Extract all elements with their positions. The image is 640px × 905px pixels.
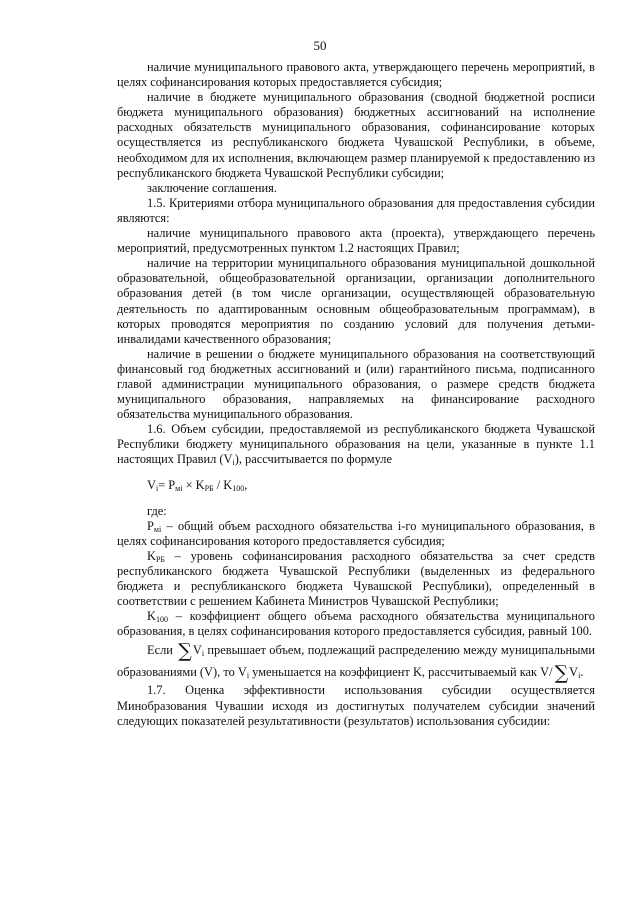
sum-symbol-ratio: ∑ [554,662,569,685]
paragraph-subsidy-volume: 1.6. Объем субсидии, предоставляемой из республиканского бюджета Чувашской Республики бюджету муниципального образования на цели, указанные в пункте 1.1 настоящих Правил $(V_i)$, рассчитывается по формуле [117,422,595,468]
definition-krb: $K_{РБ}$ – уровень софинансирования расходного обязательства за счет средств республиканского бюджета Чувашской Республики (выделенных из федерального бюджета и республиканского бюджета Чувашской Республики), определенный в соответствии с решением Кабинета Министров Чувашской Республики; [117,548,595,609]
paragraph-agreement: заключение соглашения. [147,180,277,195]
sum-symbol: ∑ [178,640,192,663]
paragraph-criteria-act: наличие муниципального правового акта (проекта), утверждающего перечень мероприятий, предусмотренных пунктом 1.2 настоящих Правил; [117,226,595,256]
paragraph-budget-allocations: наличие в бюджете муниципального образования (сводной бюджетной росписи бюджета муниципального образования) бюджетных ассигнований на исполнение расходных обязательств муниципального образования, софинансирование которых осуществляется из республиканского бюджета Чувашской Республики, в объеме, необходимом для их исполнения, включающем размер планируемой к предоставлению из республиканского бюджета Чувашской Республики субсидии; [117,90,595,180]
subsidy-formula: $V_i= P_{мi} \times K_{РБ} / K_{100}$, [147,477,248,493]
paragraph-where: где: [147,503,167,518]
paragraph-efficiency-evaluation: 1.7. Оценка эффективности использования субсидии осуществляется Минобразования Чувашии исходя из достигнутых получателем субсидии значений следующих показателей результативности (результатов) использования субсидии: [117,683,595,728]
paragraph-criteria-heading: 1.5. Критериями отбора муниципального образования для предоставления субсидии являются: [117,195,595,225]
document-body [117,60,595,729]
paragraph-municipal-act: наличие муниципального правового акта, утверждающего перечень мероприятий, в целях софинансирования которых предоставляется субсидия; [117,60,595,90]
page-number: 50 [313,38,327,53]
definition-k100: $K_{100}$ – коэффициент общего объема расходного обязательства муниципального образования, в целях софинансирования которого предоставляется субсидия, равный 100. [117,609,595,639]
paragraph-criteria-budget: наличие в решении о бюджете муниципального образования на соответствующий финансовый год бюджетных ассигнований и (или) гарантийного письма, подписанного главой администрации муниципального образования, о размере средств бюджета муниципального образования, направляемых на финансирование расходного обязательства муниципального образования. [117,346,595,422]
paragraph-sum-clause: Если $\sum V_i$ превышает объем, подлежащий распределению между муниципальными образованиями (V), то $V_i$ уменьшается на коэффициент K, рассчитываемый как V/ $\sum V_i$. [117,640,595,685]
definition-pmi: $P_{мi}$ – общий объем расходного обязательства i-го муниципального образования, в целях софинансирования которого предоставляется субсидия; [117,518,595,548]
paragraph-criteria-organizations: наличие на территории муниципального образования муниципальной дошкольной образовательной, общеобразовательной организации, организации дополнительного образования детей (в том числе организации, осуществляющей образовательную деятельность по адаптированным основным общеобразовательным программам), в которых проводятся мероприятия по созданию условий для получения детьми-инвалидами качественного образования; [117,256,595,346]
